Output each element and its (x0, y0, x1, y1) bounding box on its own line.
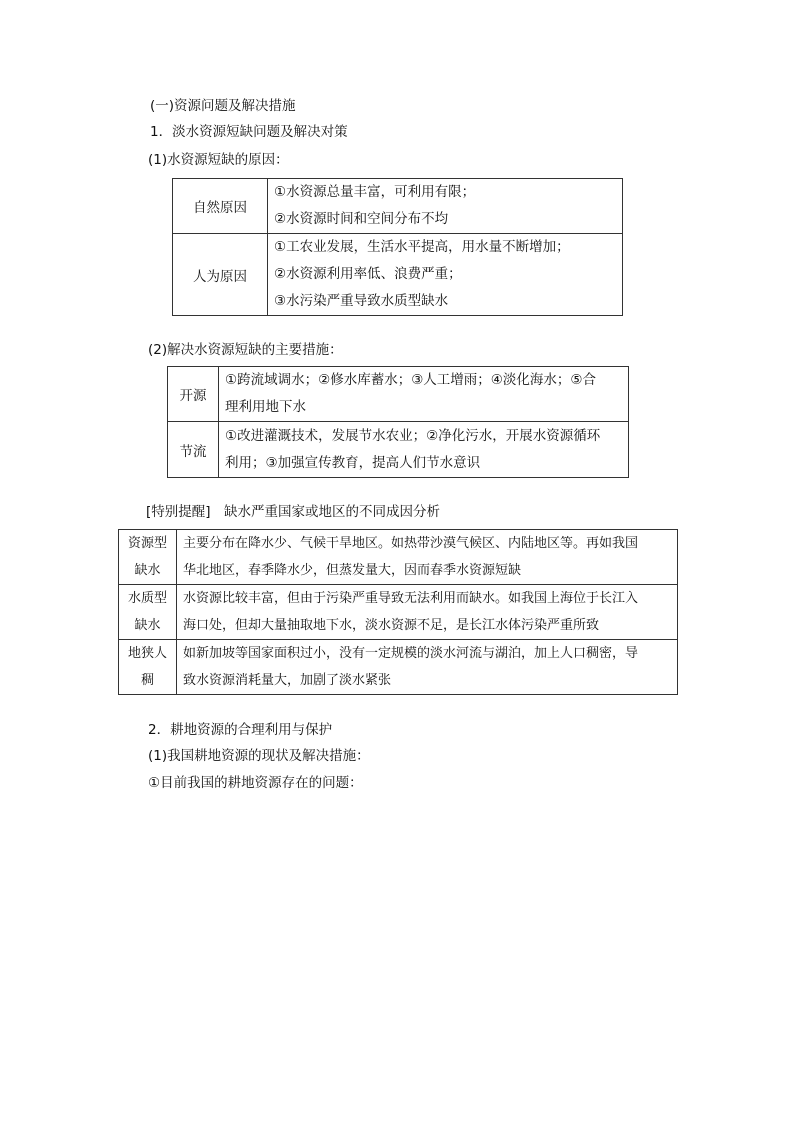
cause-line: ②水资源时间和空间分布不均 (274, 211, 449, 227)
tip-content: 如新加坡等国家面积过小，没有一定规模的淡水河流与湖泊，加上人口稠密，导 致水资源消耗量大，加剧了淡水紧张 (177, 640, 678, 695)
item1-heading: 1．淡水资源短缺问题及解决对策 (150, 124, 348, 140)
measure-line: 利用；③加强宣传教育，提高人们节水意识 (225, 454, 481, 471)
item2-heading: 2．耕地资源的合理利用与保护 (148, 722, 333, 738)
cause-line: ①工农业发展，生活水平提高，用水量不断增加； (274, 239, 570, 255)
tip-label: 资源型 缺水 (119, 530, 177, 585)
cause-line: ①水资源总量丰富，可利用有限； (274, 184, 476, 200)
tip-label: 地狭人 稠 (119, 640, 177, 695)
cause-label-human: 人为原因 (173, 234, 268, 316)
item2-sub1: (1)我国耕地资源的现状及解决措施： (148, 748, 370, 764)
tip-content: 主要分布在降水少、气候干旱地区。如热带沙漠气候区、内陆地区等。再如我国 华北地区，春季降水少，但蒸发量大，因而春季水资源短缺 (177, 530, 678, 585)
causes-table (172, 178, 623, 316)
cause-content-natural (268, 179, 623, 234)
tip-heading: [特别提醒] 缺水严重国家或地区的不同成因分析 (146, 504, 441, 520)
sub2-heading: (2)解决水资源短缺的主要措施： (148, 342, 343, 358)
measure-line: ①跨流域调水；②修水库蓄水；③人工增雨；④淡化海水；⑤合 (225, 372, 597, 388)
table-row (173, 234, 623, 316)
tip-content: 水资源比较丰富，但由于污染严重导致无法利用而缺水。如我国上海位于长江入 海口处，但却大量抽取地下水，淡水资源不足，是长江水体污染严重所致 (177, 585, 678, 640)
table-row (119, 530, 678, 585)
cause-line: ②水资源利用率低、浪费严重； (274, 266, 462, 282)
measure-label-save: 节流 (168, 422, 219, 478)
tip-table (118, 529, 678, 695)
table-row (168, 367, 629, 422)
measures-table (167, 366, 629, 478)
table-row (119, 640, 678, 695)
table-row (168, 422, 629, 478)
cause-line: ③水污染严重导致水质型缺水 (274, 293, 449, 309)
table-row (119, 585, 678, 640)
measure-line: 理利用地下水 (225, 399, 306, 415)
measure-line: ①改进灌溉技术，发展节水农业；②净化污水，开展水资源循环 (225, 427, 601, 444)
item2-sub1-a: ①目前我国的耕地资源存在的问题： (148, 775, 363, 791)
table-row (173, 179, 623, 234)
section-heading: (一)资源问题及解决措施 (150, 98, 296, 114)
measure-content-open (219, 367, 629, 422)
tip-label: 水质型 缺水 (119, 585, 177, 640)
cause-label-natural: 自然原因 (173, 179, 268, 234)
measure-content-save (219, 422, 629, 478)
measure-label-open: 开源 (168, 367, 219, 422)
sub1-heading: (1)水资源短缺的原因： (148, 152, 289, 168)
cause-content-human (268, 234, 623, 316)
